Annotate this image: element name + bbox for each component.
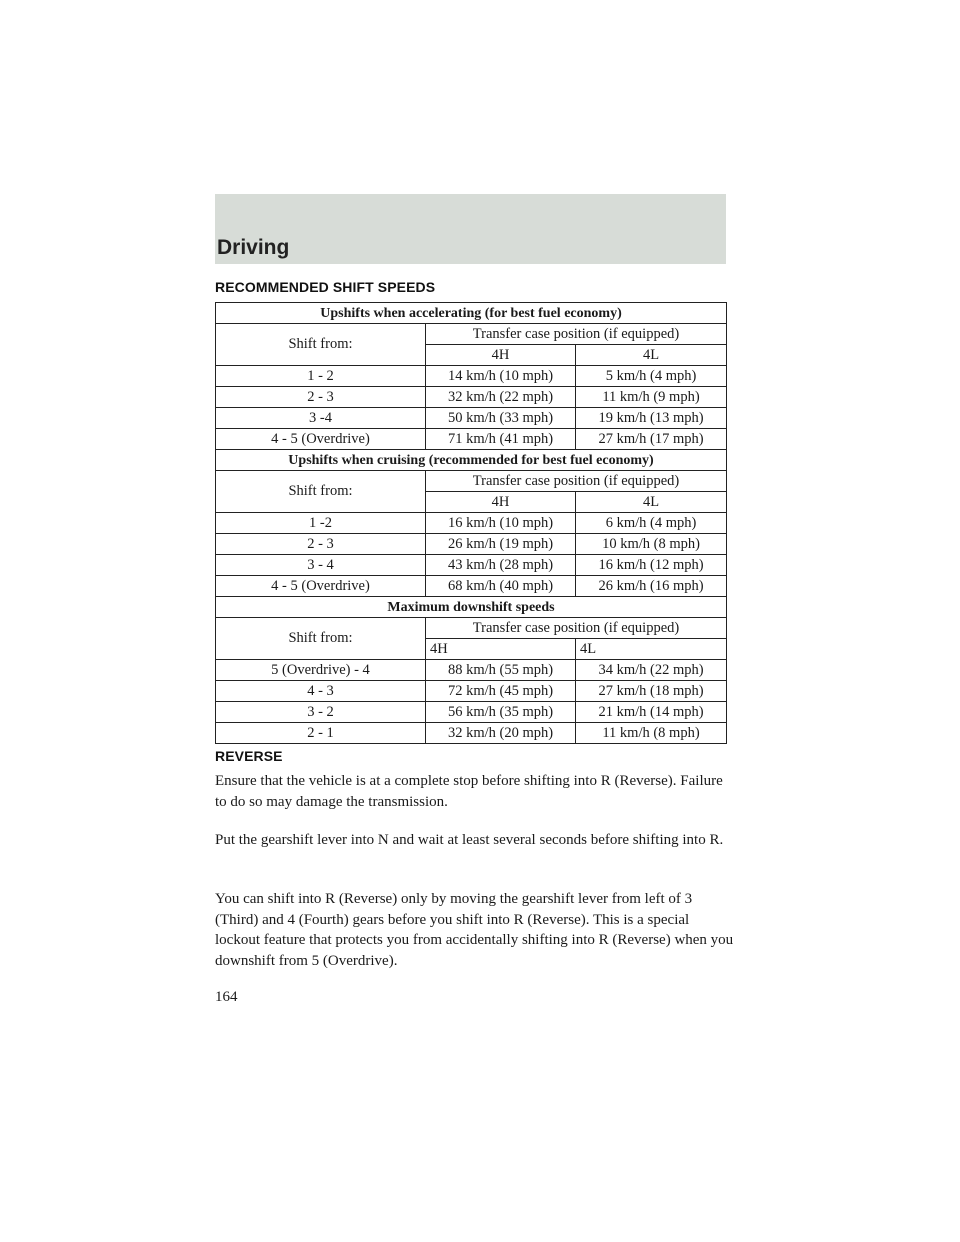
group-title: Upshifts when accelerating (for best fuel economy): [216, 303, 727, 324]
reverse-paragraph-1: Ensure that the vehicle is at a complete stop before shifting into R (Reverse). Failure to do so may damage the transmission.: [215, 773, 723, 810]
reverse-paragraph-2: Put the gearshift lever into N and wait at least several seconds before shifting into R.: [215, 832, 724, 848]
shift-cell: 4 - 5 (Overdrive): [216, 429, 426, 450]
shift-cell: 4 - 3: [216, 681, 426, 702]
table-row: [216, 555, 727, 576]
col-4h-label: 4H: [426, 492, 576, 513]
table-row: [216, 681, 727, 702]
table-subheader-row: [216, 618, 727, 639]
shift-cell: 3 - 2: [216, 702, 426, 723]
table-group-header: [216, 303, 727, 324]
group-title: Upshifts when cruising (recommended for best fuel economy): [216, 450, 727, 471]
shift-from-label: Shift from:: [216, 324, 426, 366]
col-4l-label: 4L: [576, 639, 727, 660]
table-row: [216, 660, 727, 681]
shift-cell: 1 - 2: [216, 366, 426, 387]
speed-4l-cell: 16 km/h (12 mph): [576, 555, 727, 576]
section-header-title: Driving: [217, 236, 290, 259]
speed-4l-cell: 26 km/h (16 mph): [576, 576, 727, 597]
speed-4h-cell: 26 km/h (19 mph): [426, 534, 576, 555]
speed-4h-cell: 32 km/h (22 mph): [426, 387, 576, 408]
speed-4l-cell: 21 km/h (14 mph): [576, 702, 727, 723]
speed-4l-cell: 6 km/h (4 mph): [576, 513, 727, 534]
table-row: [216, 723, 727, 744]
transfer-case-label: Transfer case position (if equipped): [426, 471, 727, 492]
speed-4h-cell: 71 km/h (41 mph): [426, 429, 576, 450]
table-row: [216, 429, 727, 450]
table-row: [216, 513, 727, 534]
speed-4h-cell: 56 km/h (35 mph): [426, 702, 576, 723]
shift-from-label: Shift from:: [216, 471, 426, 513]
shift-cell: 1 -2: [216, 513, 426, 534]
group-title: Maximum downshift speeds: [216, 597, 727, 618]
shift-speeds-table: [215, 302, 727, 744]
speed-4l-cell: 5 km/h (4 mph): [576, 366, 727, 387]
speed-4h-cell: 32 km/h (20 mph): [426, 723, 576, 744]
speed-4l-cell: 19 km/h (13 mph): [576, 408, 727, 429]
speed-4h-cell: 16 km/h (10 mph): [426, 513, 576, 534]
shift-speeds-heading: RECOMMENDED SHIFT SPEEDS: [215, 279, 436, 295]
speed-4l-cell: 10 km/h (8 mph): [576, 534, 727, 555]
shift-from-label: Shift from:: [216, 618, 426, 660]
speed-4h-cell: 43 km/h (28 mph): [426, 555, 576, 576]
table-row: [216, 387, 727, 408]
table-row: [216, 702, 727, 723]
page-number: 164: [215, 989, 238, 1005]
speed-4h-cell: 68 km/h (40 mph): [426, 576, 576, 597]
table-row: [216, 576, 727, 597]
reverse-heading: REVERSE: [215, 748, 283, 764]
speed-4h-cell: 88 km/h (55 mph): [426, 660, 576, 681]
speed-4l-cell: 34 km/h (22 mph): [576, 660, 727, 681]
shift-cell: 2 - 3: [216, 387, 426, 408]
shift-cell: 4 - 5 (Overdrive): [216, 576, 426, 597]
speed-4h-cell: 14 km/h (10 mph): [426, 366, 576, 387]
table-row: [216, 534, 727, 555]
table-group-header: [216, 450, 727, 471]
speed-4l-cell: 11 km/h (9 mph): [576, 387, 727, 408]
table-subheader-row: [216, 471, 727, 492]
section-header-band: [215, 194, 726, 264]
col-4h-label: 4H: [426, 639, 576, 660]
shift-cell: 2 - 1: [216, 723, 426, 744]
speed-4h-cell: 72 km/h (45 mph): [426, 681, 576, 702]
transfer-case-label: Transfer case position (if equipped): [426, 324, 727, 345]
transfer-case-label: Transfer case position (if equipped): [426, 618, 727, 639]
reverse-paragraph-3: You can shift into R (Reverse) only by moving the gearshift lever from left of 3 (Third) and 4 (Fourth) gears before you shift into R (Reverse). This is a special lockout feature that protects you from accidentally shifting into R (Reverse) when you downshift from 5 (Overdrive).: [215, 891, 734, 969]
speed-4l-cell: 27 km/h (18 mph): [576, 681, 727, 702]
shift-cell: 5 (Overdrive) - 4: [216, 660, 426, 681]
col-4h-label: 4H: [426, 345, 576, 366]
table-row: [216, 366, 727, 387]
shift-cell: 3 - 4: [216, 555, 426, 576]
col-4l-label: 4L: [576, 492, 727, 513]
shift-cell: 3 -4: [216, 408, 426, 429]
col-4l-label: 4L: [576, 345, 727, 366]
table-row: [216, 408, 727, 429]
table-subheader-row: [216, 324, 727, 345]
speed-4h-cell: 50 km/h (33 mph): [426, 408, 576, 429]
speed-4l-cell: 27 km/h (17 mph): [576, 429, 727, 450]
table-group-header: [216, 597, 727, 618]
speed-4l-cell: 11 km/h (8 mph): [576, 723, 727, 744]
shift-cell: 2 - 3: [216, 534, 426, 555]
